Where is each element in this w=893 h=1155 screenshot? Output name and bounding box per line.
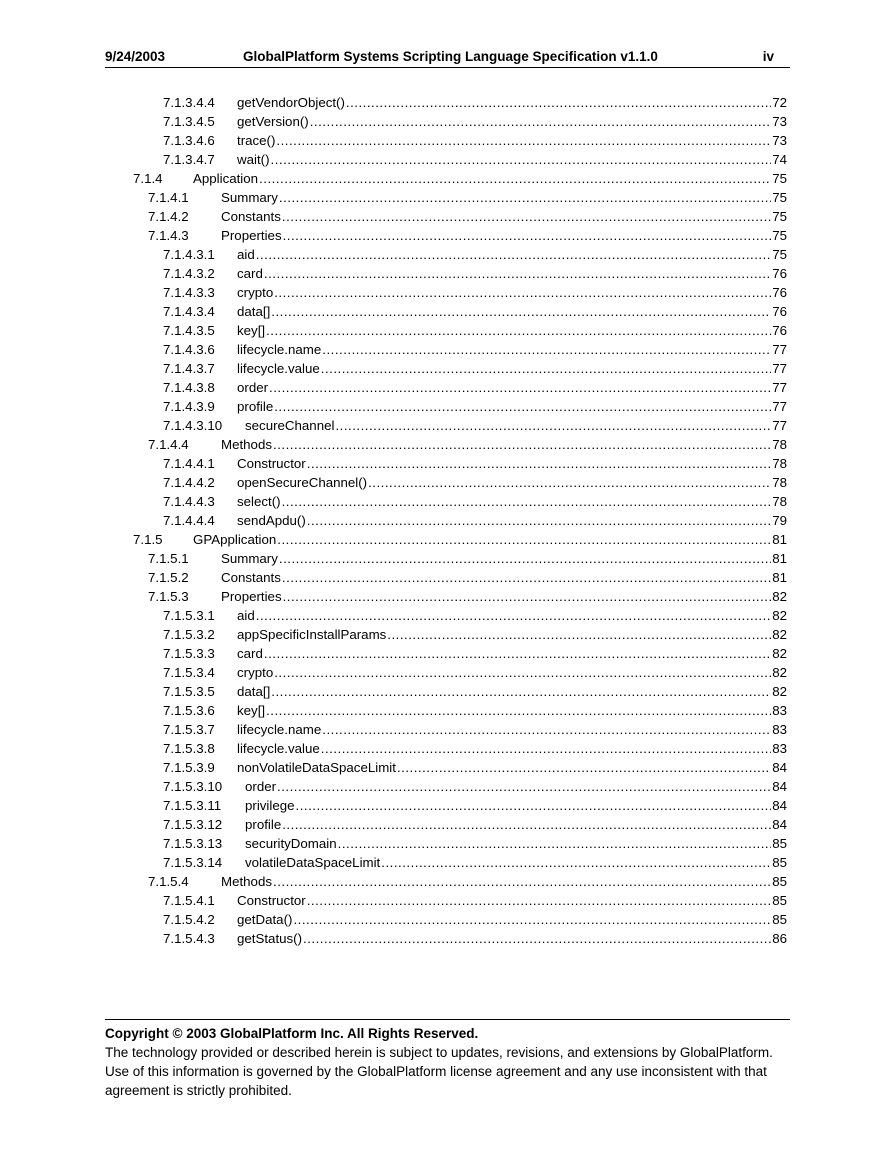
toc-dot-leader [271, 682, 771, 701]
toc-entry-page: 73 [772, 133, 787, 148]
toc-dot-leader [381, 853, 771, 872]
toc-entry-page: 73 [772, 114, 787, 129]
toc-dot-leader [273, 872, 771, 891]
header-title: GlobalPlatform Systems Scripting Language Specification v1.1.0 [243, 49, 658, 64]
toc-entry-title[interactable]: select() [237, 494, 281, 509]
toc-dot-leader [283, 587, 772, 606]
toc-entry-number: 7.1.4.3.5 [163, 323, 215, 338]
toc-entry[interactable] [163, 150, 787, 169]
toc-dot-leader [277, 777, 771, 796]
toc-entry-number: 7.1.4.3.9 [163, 399, 215, 414]
footer-notice: The technology provided or described herein is subject to updates, revisions, and extensions by GlobalPlatform. Use of this information is governed by the GlobalPlatform license agreement and any use inconsistent with that agreement is strictly prohibited. [105, 1045, 773, 1098]
toc-entry[interactable] [163, 739, 787, 758]
toc-entry-number: 7.1.4.4.3 [163, 494, 215, 509]
toc-entry-title[interactable]: trace() [237, 133, 276, 148]
toc-entry[interactable] [148, 435, 787, 454]
toc-entry-page: 77 [772, 361, 787, 376]
toc-entry-number: 7.1.5.3.11 [163, 798, 222, 813]
toc-entry-title[interactable]: lifecycle.value [237, 741, 320, 756]
toc-entry-title[interactable]: Methods [221, 874, 272, 889]
toc-dot-leader [282, 815, 771, 834]
toc-dot-leader [266, 701, 771, 720]
toc-entry[interactable] [163, 264, 787, 283]
toc-entry[interactable] [163, 131, 787, 150]
toc-entry-page: 77 [772, 380, 787, 395]
toc-dot-leader [307, 454, 771, 473]
toc-entry-page: 86 [772, 931, 787, 946]
toc-entry[interactable] [163, 663, 787, 682]
toc-entry[interactable] [163, 321, 787, 340]
toc-entry-title[interactable]: key[] [237, 323, 266, 338]
toc-entry-number: 7.1.5.3.13 [163, 836, 223, 851]
toc-entry-number: 7.1.4.3.8 [163, 380, 215, 395]
toc-entry-page: 85 [772, 855, 787, 870]
toc-entry-number: 7.1.5.4.1 [163, 893, 215, 908]
toc-entry-page: 82 [772, 684, 787, 699]
page-footer [105, 1019, 790, 1100]
toc-entry[interactable] [163, 644, 787, 663]
toc-entry-page: 79 [772, 513, 787, 528]
toc-entry-title[interactable]: wait() [237, 152, 270, 167]
toc-dot-leader [264, 644, 771, 663]
toc-entry-title[interactable]: Summary [221, 551, 278, 566]
toc-dot-leader [256, 606, 771, 625]
toc-dot-leader [273, 435, 771, 454]
toc-dot-leader [335, 416, 771, 435]
toc-entry-title[interactable]: key[] [237, 703, 266, 718]
toc-dot-leader [397, 758, 771, 777]
toc-entry-title[interactable]: Properties [221, 228, 282, 243]
toc-entry-page: 78 [772, 456, 787, 471]
toc-entry-title[interactable]: Constructor [237, 456, 306, 471]
header-page-number: iv [762, 49, 774, 64]
toc-entry-number: 7.1.4.3.6 [163, 342, 215, 357]
toc-entry-page: 78 [772, 437, 787, 452]
toc-entry[interactable] [148, 207, 787, 226]
toc-dot-leader [266, 321, 771, 340]
toc-dot-leader [271, 302, 771, 321]
toc-entry-number: 7.1.5.4.2 [163, 912, 215, 927]
toc-dot-leader [307, 511, 771, 530]
toc-entry-number: 7.1.5.3.1 [163, 608, 215, 623]
toc-entry-number: 7.1.4.1 [148, 190, 189, 205]
toc-entry[interactable] [163, 910, 787, 929]
toc-entry[interactable] [163, 454, 787, 473]
toc-dot-leader [338, 834, 772, 853]
toc-entry-number: 7.1.3.4.5 [163, 114, 215, 129]
toc-entry-number: 7.1.4.3.4 [163, 304, 215, 319]
toc-entry-number: 7.1.5.3.7 [163, 722, 215, 737]
toc-entry-page: 76 [772, 323, 787, 338]
toc-dot-leader [274, 283, 771, 302]
toc-entry-page: 85 [772, 893, 787, 908]
toc-entry-number: 7.1.3.4.7 [163, 152, 215, 167]
toc-entry-title[interactable]: lifecycle.name [237, 342, 322, 357]
toc-entry-page: 82 [772, 665, 787, 680]
toc-entry[interactable] [163, 891, 787, 910]
toc-dot-leader [296, 796, 772, 815]
toc-entry-number: 7.1.5.3.3 [163, 646, 215, 661]
toc-entry-number: 7.1.5.2 [148, 570, 189, 585]
toc-entry-page: 82 [772, 627, 787, 642]
toc-entry[interactable] [163, 416, 787, 435]
toc-dot-leader [282, 207, 771, 226]
toc-entry-number: 7.1.4.4 [148, 437, 189, 452]
toc-entry[interactable] [148, 226, 787, 245]
toc-entry[interactable] [163, 815, 787, 834]
toc-dot-leader [322, 340, 771, 359]
toc-entry-title[interactable]: secureChannel [245, 418, 335, 433]
toc-entry-number: 7.1.4.3.2 [163, 266, 215, 281]
toc-dot-leader [259, 169, 771, 188]
toc-entry-title[interactable]: aid [237, 608, 255, 623]
toc-dot-leader [274, 663, 771, 682]
toc-entry-number: 7.1.5.3.4 [163, 665, 215, 680]
toc-entry-number: 7.1.4.3 [148, 228, 189, 243]
toc-dot-leader [277, 530, 771, 549]
toc-entry-title[interactable]: getVersion() [237, 114, 309, 129]
toc-entry-page: 83 [772, 741, 787, 756]
toc-entry-title[interactable]: GPApplication [193, 532, 277, 547]
toc-entry-page: 84 [772, 760, 787, 775]
toc-entry[interactable] [148, 549, 787, 568]
toc-entry[interactable] [163, 606, 787, 625]
toc-entry-page: 81 [772, 551, 787, 566]
toc-entry-page: 84 [772, 779, 787, 794]
toc-dot-leader [293, 910, 771, 929]
toc-entry[interactable] [163, 511, 787, 530]
toc-dot-leader [310, 112, 772, 131]
toc-entry-title[interactable]: Constants [221, 570, 281, 585]
page-header [105, 49, 790, 68]
toc-entry-page: 75 [772, 190, 787, 205]
toc-dot-leader [282, 492, 772, 511]
toc-entry-title[interactable]: profile [245, 817, 282, 832]
toc-entry-title[interactable]: crypto [237, 285, 274, 300]
toc-entry-title[interactable]: appSpecificInstallParams [237, 627, 387, 642]
toc-entry-number: 7.1.5.3.10 [163, 779, 223, 794]
header-date: 9/24/2003 [105, 49, 166, 64]
toc-entry[interactable] [163, 834, 787, 853]
toc-entry-title[interactable]: card [237, 646, 263, 661]
toc-entry-page: 82 [772, 608, 787, 623]
toc-entry[interactable] [148, 872, 787, 891]
toc-entry-title[interactable]: privilege [245, 798, 295, 813]
toc-entry[interactable] [148, 188, 787, 207]
toc-entry-page: 77 [772, 399, 787, 414]
toc-entry-title[interactable]: getData() [237, 912, 293, 927]
toc-entry[interactable] [163, 929, 787, 948]
toc-dot-leader [279, 188, 771, 207]
toc-dot-leader [283, 226, 772, 245]
toc-dot-leader [274, 397, 771, 416]
toc-entry-page: 85 [772, 874, 787, 889]
toc-entry-title[interactable]: card [237, 266, 263, 281]
toc-entry-title[interactable]: aid [237, 247, 255, 262]
toc-entry-number: 7.1.5.3.12 [163, 817, 223, 832]
toc-dot-leader [368, 473, 771, 492]
toc-entry-number: 7.1.5.3.9 [163, 760, 215, 775]
toc-entry[interactable] [163, 682, 787, 701]
toc-entry-number: 7.1.3.4.4 [163, 95, 215, 110]
toc-entry-title[interactable]: getVendorObject() [237, 95, 345, 110]
toc-entry-title[interactable]: crypto [237, 665, 274, 680]
toc-entry-page: 78 [772, 475, 787, 490]
toc-dot-leader [264, 264, 771, 283]
toc-entry-page: 83 [772, 703, 787, 718]
toc-entry-page: 82 [772, 646, 787, 661]
toc-entry[interactable] [163, 777, 787, 796]
toc-entry[interactable] [163, 93, 787, 112]
toc-entry-title[interactable]: profile [237, 399, 274, 414]
toc-entry-page: 72 [772, 95, 787, 110]
toc-entry[interactable] [163, 625, 787, 644]
toc-entry-title[interactable]: getStatus() [237, 931, 303, 946]
toc-entry[interactable] [133, 530, 787, 549]
toc-entry-number: 7.1.4 [133, 171, 163, 186]
toc-entry-number: 7.1.5.1 [148, 551, 189, 566]
toc-entry-number: 7.1.4.4.4 [163, 513, 215, 528]
toc-entry-title[interactable]: data[] [237, 684, 271, 699]
toc-entry-title[interactable]: Constructor [237, 893, 306, 908]
toc-entry-title[interactable]: order [237, 380, 269, 395]
toc-entry[interactable] [163, 758, 787, 777]
footer-copyright: Copyright © 2003 GlobalPlatform Inc. All Rights Reserved. [105, 1026, 479, 1041]
toc-entry-number: 7.1.5.4.3 [163, 931, 215, 946]
toc-entry-number: 7.1.5 [133, 532, 163, 547]
toc-entry-number: 7.1.5.4 [148, 874, 189, 889]
toc-entry[interactable] [163, 853, 787, 872]
toc-entry-number: 7.1.5.3.14 [163, 855, 223, 870]
toc-entry[interactable] [163, 473, 787, 492]
toc-entry-page: 74 [772, 152, 787, 167]
toc-entry-title[interactable]: Constants [221, 209, 281, 224]
toc-entry-page: 84 [772, 817, 787, 832]
toc-entry-number: 7.1.4.4.2 [163, 475, 215, 490]
toc-entry-page: 81 [772, 570, 787, 585]
toc-entry-title[interactable]: volatileDataSpaceLimit [245, 855, 381, 870]
toc-entry-title[interactable]: Summary [221, 190, 278, 205]
toc-entry-title[interactable]: Properties [221, 589, 282, 604]
toc-entry[interactable] [163, 245, 787, 264]
toc-entry-title[interactable]: openSecureChannel() [237, 475, 368, 490]
toc-entry-page: 82 [772, 589, 787, 604]
toc-entry-page: 77 [772, 418, 787, 433]
toc-entry-page: 78 [772, 494, 787, 509]
toc-entry-number: 7.1.5.3.6 [163, 703, 215, 718]
toc-entry-page: 83 [772, 722, 787, 737]
toc-entry[interactable] [163, 397, 787, 416]
toc-entry-page: 76 [772, 304, 787, 319]
toc-entry-page: 75 [772, 171, 787, 186]
toc-dot-leader [282, 568, 771, 587]
toc-entry-number: 7.1.4.3.7 [163, 361, 215, 376]
toc-entry-number: 7.1.5.3.5 [163, 684, 215, 699]
toc-dot-leader [346, 93, 771, 112]
toc-entry-title[interactable]: lifecycle.value [237, 361, 320, 376]
toc-entry-page: 76 [772, 285, 787, 300]
toc-dot-leader [271, 150, 772, 169]
toc-entry[interactable] [163, 701, 787, 720]
toc-entry[interactable] [163, 720, 787, 739]
toc-entry-title[interactable]: lifecycle.name [237, 722, 322, 737]
toc-entry[interactable] [133, 169, 787, 188]
toc-entry-title[interactable]: nonVolatileDataSpaceLimit [237, 760, 396, 775]
toc-dot-leader [322, 720, 771, 739]
toc-entry-page: 85 [772, 836, 787, 851]
toc-entry[interactable] [163, 112, 787, 131]
toc-dot-leader [303, 929, 771, 948]
toc-entry-number: 7.1.5.3.8 [163, 741, 215, 756]
toc-entry-page: 75 [772, 247, 787, 262]
toc-dot-leader [321, 739, 771, 758]
toc-entry[interactable] [163, 302, 787, 321]
toc-entry-number: 7.1.4.3.3 [163, 285, 215, 300]
toc-entry-page: 85 [772, 912, 787, 927]
toc-dot-leader [269, 378, 771, 397]
toc-entry-number: 7.1.4.2 [148, 209, 189, 224]
toc-entry-number: 7.1.5.3 [148, 589, 189, 604]
toc-entry-number: 7.1.4.3.10 [163, 418, 223, 433]
toc-entry-page: 75 [772, 228, 787, 243]
toc-entry-number: 7.1.3.4.6 [163, 133, 215, 148]
toc-dot-leader [279, 549, 771, 568]
toc-entry-title[interactable]: sendApdu() [237, 513, 306, 528]
toc-entry[interactable] [163, 283, 787, 302]
toc-entry-title[interactable]: data[] [237, 304, 271, 319]
toc-entry-page: 77 [772, 342, 787, 357]
toc-entry-page: 75 [772, 209, 787, 224]
toc-entry[interactable] [163, 378, 787, 397]
toc-entry-title[interactable]: order [245, 779, 277, 794]
toc-entry-number: 7.1.4.4.1 [163, 456, 215, 471]
toc-entry-title[interactable]: Application [193, 171, 259, 186]
toc-dot-leader [387, 625, 771, 644]
toc-entry[interactable] [163, 340, 787, 359]
toc-entry-title[interactable]: Methods [221, 437, 272, 452]
toc-dot-leader [276, 131, 771, 150]
toc-entry[interactable] [163, 796, 787, 815]
toc-entry-page: 81 [772, 532, 787, 547]
toc-dot-leader [256, 245, 771, 264]
toc-entry-title[interactable]: securityDomain [245, 836, 337, 851]
toc-dot-leader [321, 359, 771, 378]
toc-entry-number: 7.1.5.3.2 [163, 627, 215, 642]
toc-dot-leader [307, 891, 771, 910]
toc-entry[interactable] [148, 568, 787, 587]
toc-entry-number: 7.1.4.3.1 [163, 247, 215, 262]
toc-entry[interactable] [163, 359, 787, 378]
toc-entry[interactable] [163, 492, 787, 511]
toc-entry[interactable] [148, 587, 787, 606]
toc-entry-page: 84 [772, 798, 787, 813]
toc-entry-page: 76 [772, 266, 787, 281]
